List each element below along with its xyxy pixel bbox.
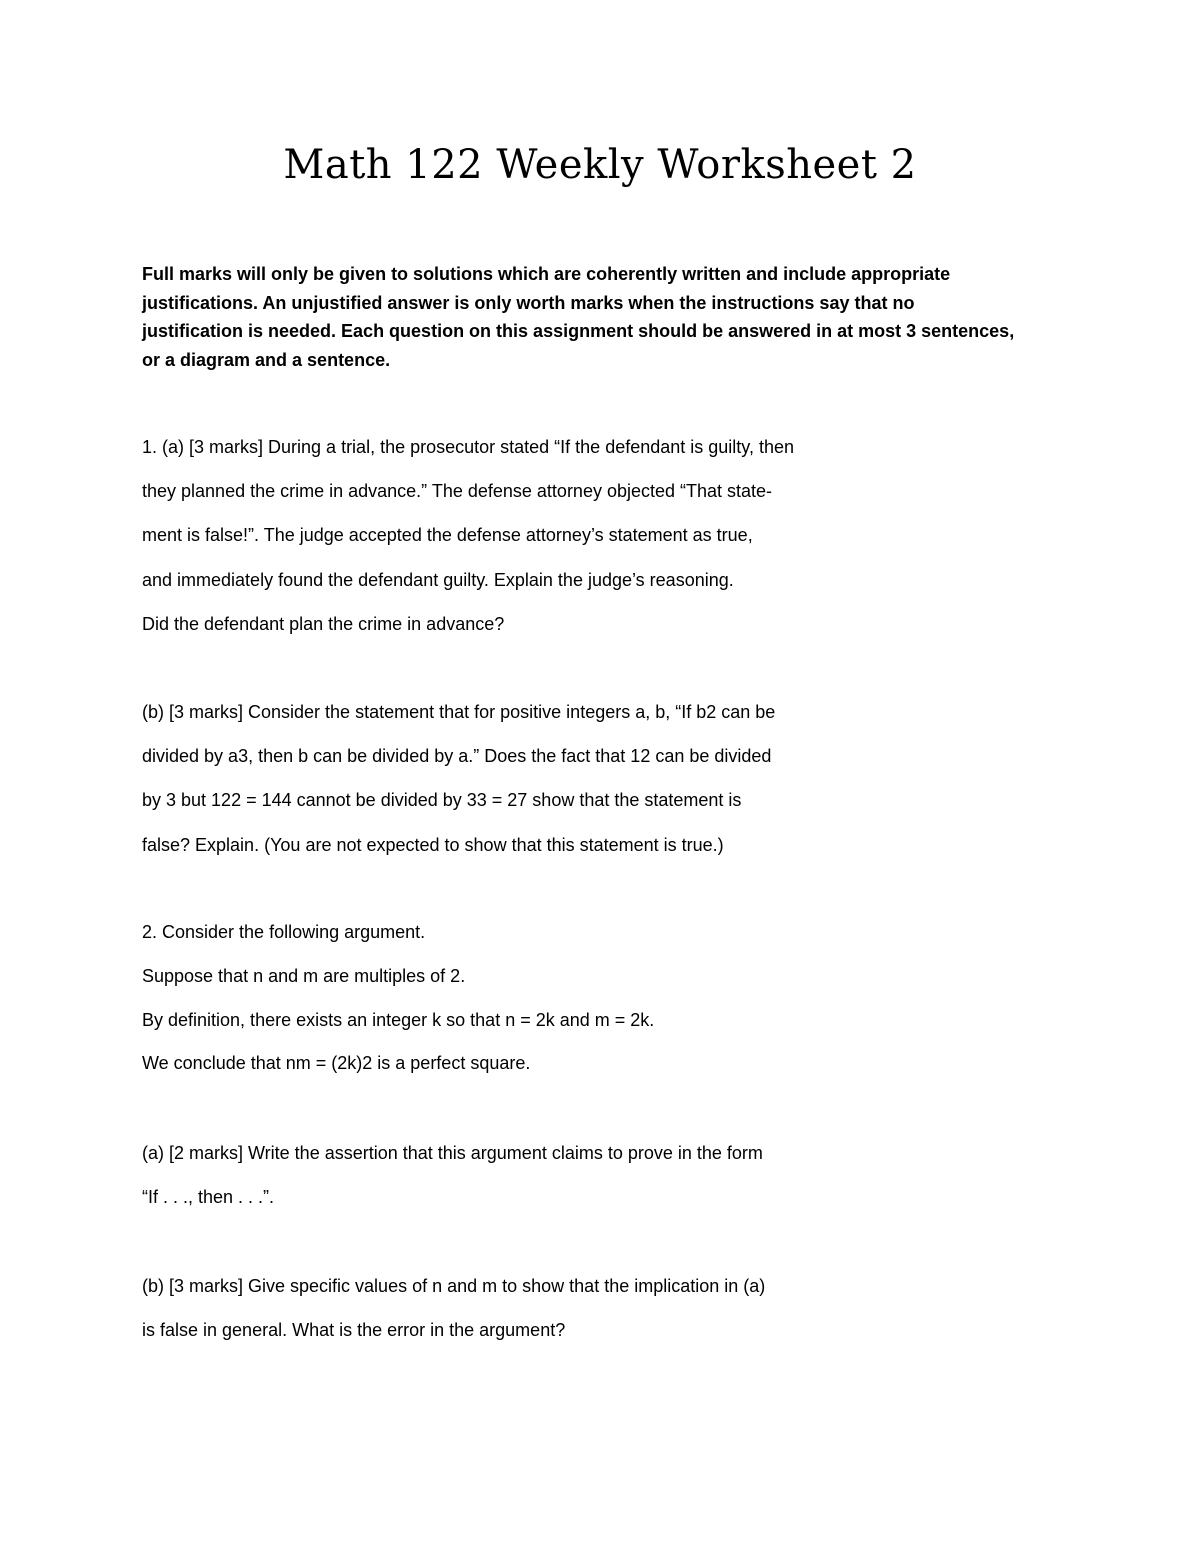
question-2 (142, 911, 1062, 1086)
question-2b (142, 1264, 1062, 1352)
instructions-line: justifications. An unjustified answer is only worth marks when the instructions say that no (142, 292, 915, 313)
question-line: and immediately found the defendant guilty. Explain the judge’s reasoning. (142, 569, 734, 590)
question-1b (142, 690, 1062, 867)
question-line: (a) [2 marks] Write the assertion that this argument claims to prove in the form (142, 1143, 763, 1163)
instructions-paragraph (142, 260, 1062, 374)
question-line: By definition, there exists an integer k so that n = 2k and m = 2k. (142, 1009, 655, 1030)
question-line: (b) [3 marks] Consider the statement that for positive integers a, b, “If b2 can be (142, 702, 776, 722)
instructions-line: or a diagram and a sentence. (142, 349, 391, 370)
instructions-line: Full marks will only be given to solutions which are coherently written and include appropriate (142, 264, 951, 284)
instructions-line: justification is needed. Each question on this assignment should be answered in at most 3 sentences, (142, 321, 1015, 342)
question-line: We conclude that nm = (2k)2 is a perfect square. (142, 1053, 531, 1074)
page-title: Math 122 Weekly Worksheet 2 (283, 142, 917, 188)
question-line: by 3 but 122 = 144 cannot be divided by 33 = 27 show that the statement is (142, 790, 742, 811)
question-line: Suppose that n and m are multiples of 2. (142, 965, 466, 986)
question-line: they planned the crime in advance.” The defense attorney objected “That state- (142, 481, 773, 502)
question-line: false? Explain. (You are not expected to show that this statement is true.) (142, 834, 724, 855)
question-1a (142, 425, 1062, 646)
question-line: ment is false!”. The judge accepted the defense attorney’s statement as true, (142, 525, 753, 546)
question-line: is false in general. What is the error in the argument? (142, 1320, 566, 1341)
question-line: divided by a3, then b can be divided by a.” Does the fact that 12 can be divided (142, 746, 772, 767)
question-line: 2. Consider the following argument. (142, 922, 426, 942)
question-line: “If . . ., then . . .”. (142, 1187, 275, 1208)
question-line: Did the defendant plan the crime in advance? (142, 613, 505, 634)
question-line: 1. (a) [3 marks] During a trial, the prosecutor stated “If the defendant is guilty, then (142, 437, 794, 457)
question-line: (b) [3 marks] Give specific values of n and m to show that the implication in (a) (142, 1276, 766, 1296)
question-2a (142, 1131, 1062, 1219)
